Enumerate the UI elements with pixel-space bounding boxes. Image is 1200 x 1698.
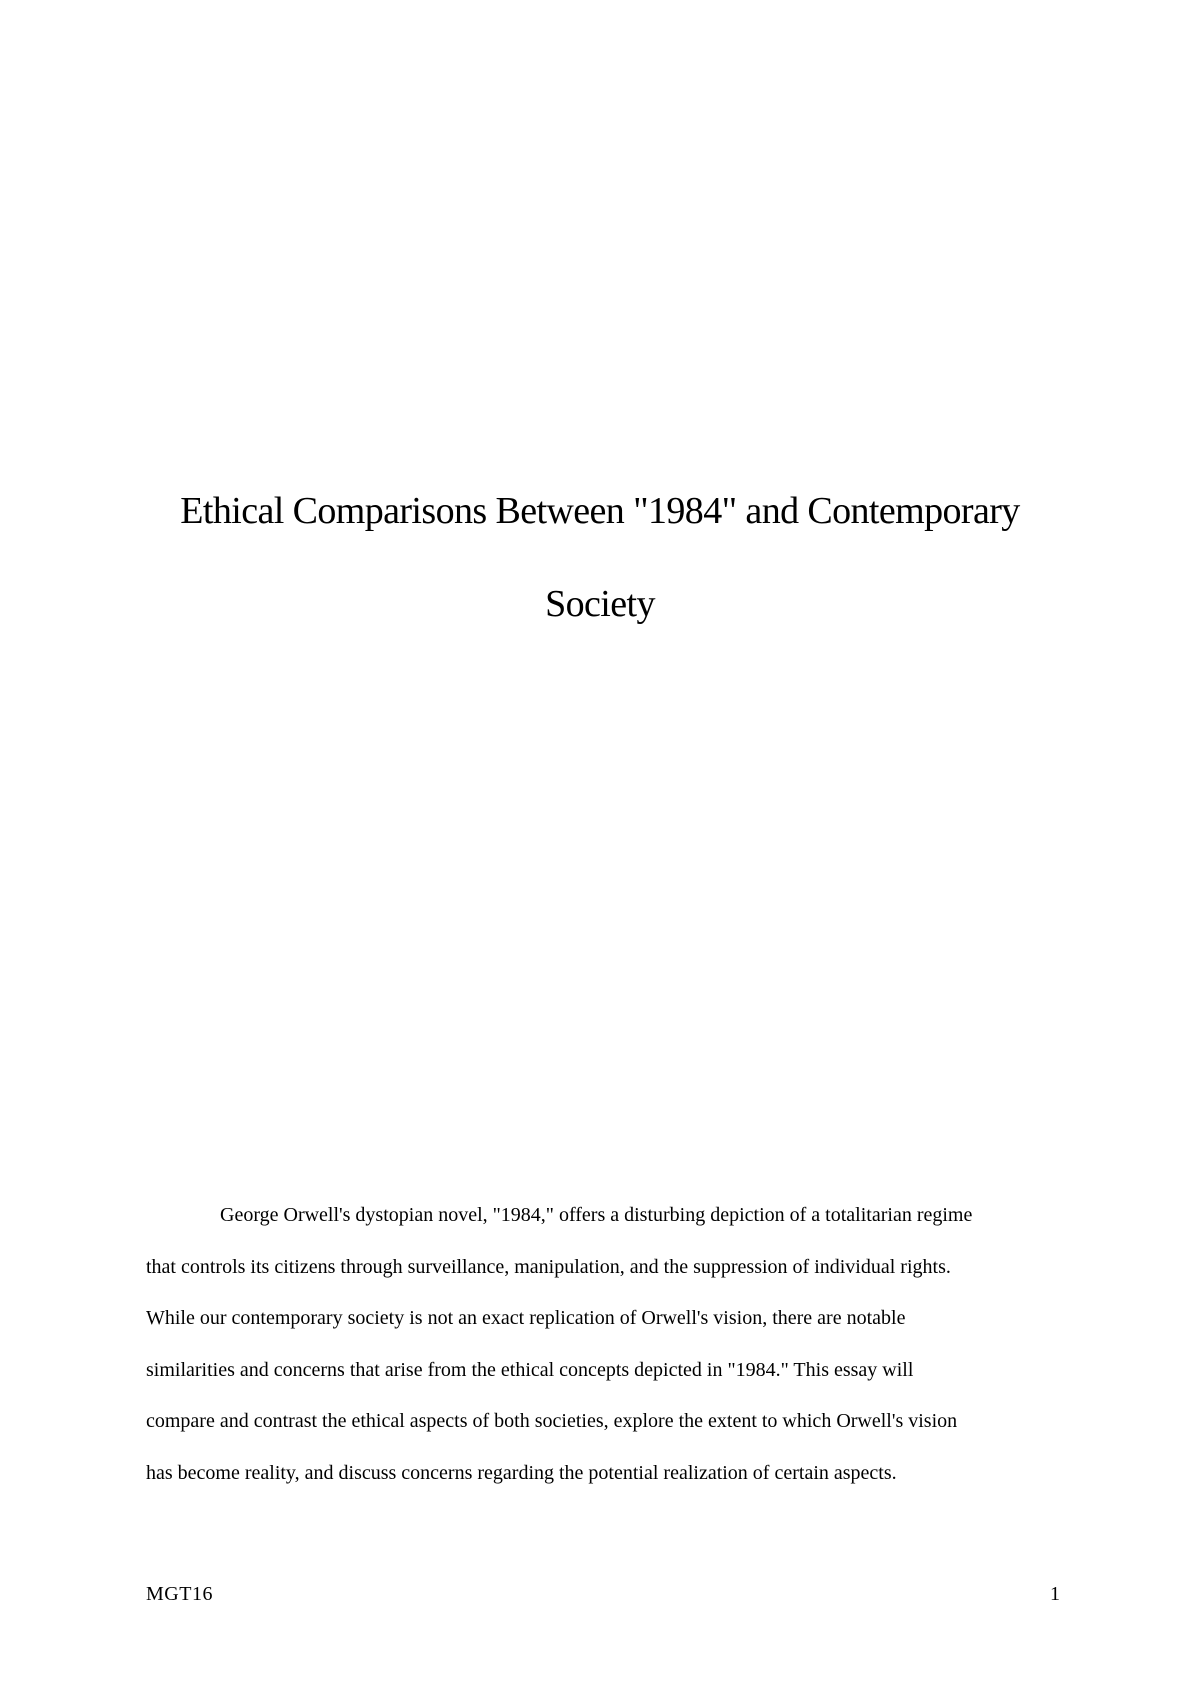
paragraph-line: has become reality, and discuss concerns regarding the potential realization of certain aspects. — [146, 1461, 897, 1484]
paragraph-line: George Orwell's dystopian novel, "1984," offers a disturbing depiction of a totalitarian regime — [220, 1204, 973, 1226]
intro-paragraph — [146, 1190, 1066, 1499]
title-line: Ethical Comparisons Between "1984" and Contemporary — [180, 490, 1020, 532]
paragraph-line: similarities and concerns that arise from the ethical concepts depicted in "1984." This essay will — [146, 1358, 914, 1381]
document-title — [146, 492, 1054, 623]
paragraph-line: compare and contrast the ethical aspects of both societies, explore the extent to which Orwell's vision — [146, 1410, 958, 1432]
footer-course-code: MGT16 — [146, 1583, 213, 1605]
paragraph-line: While our contemporary society is not an exact replication of Orwell's vision, there are notable — [146, 1307, 906, 1329]
paragraph-line: that controls its citizens through surveillance, manipulation, and the suppression of individual rights. — [146, 1255, 951, 1278]
page-number: 1 — [1050, 1583, 1060, 1605]
title-line: Society — [545, 583, 655, 625]
